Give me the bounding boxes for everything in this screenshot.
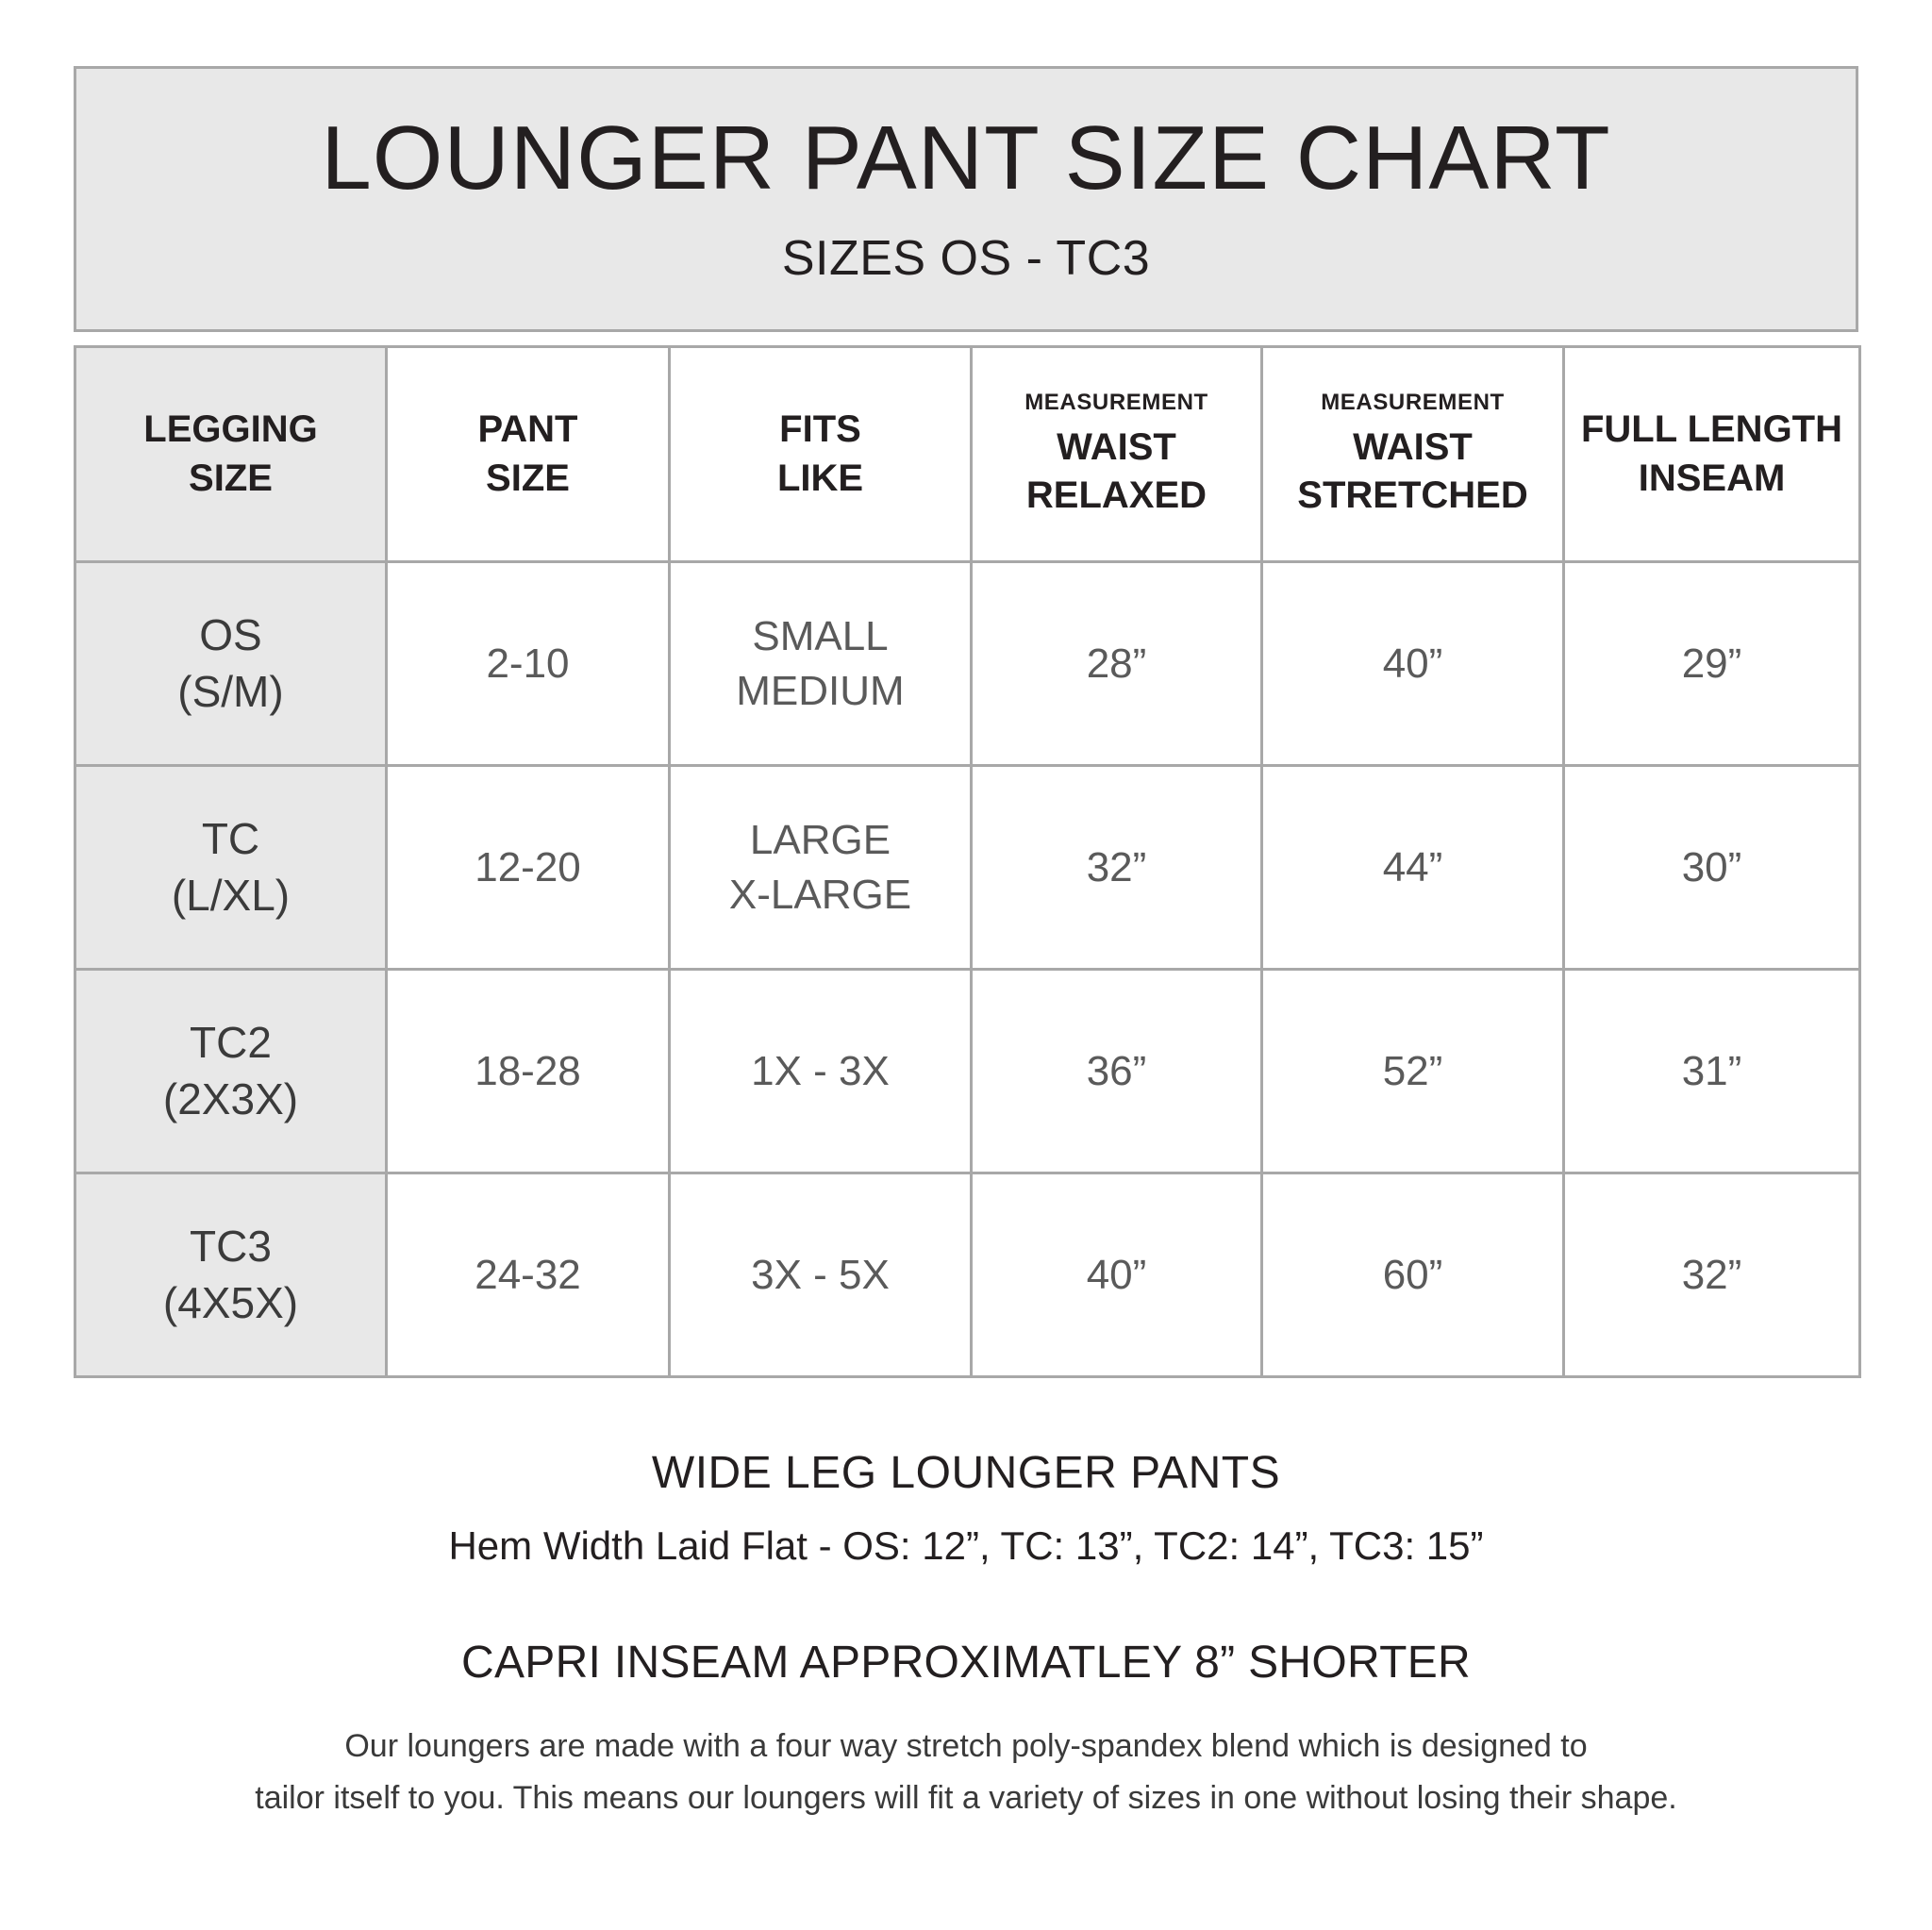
column-header-line2: INSEAM	[1638, 457, 1786, 499]
cell-pant-size: 24-32	[387, 1173, 670, 1377]
page-title: LOUNGER PANT SIZE CHART	[321, 107, 1611, 208]
column-header-line1: FITS	[779, 408, 861, 451]
cell-fits-like	[670, 766, 972, 970]
legging-size-line1: TC3	[190, 1221, 272, 1271]
table-row	[75, 766, 1860, 970]
cell-legging-size	[75, 562, 387, 766]
column-header-line1: LEGGING	[143, 408, 318, 451]
column-header-waist-relaxed	[972, 347, 1262, 562]
measurement-eyebrow: MEASUREMENT	[1321, 389, 1505, 415]
column-header-legging-size	[75, 347, 387, 562]
table-header-row	[75, 347, 1860, 562]
cell-fits-like	[670, 970, 972, 1173]
column-header-fits-like	[670, 347, 972, 562]
cell-fits-like	[670, 562, 972, 766]
cell-full-length-inseam: 29”	[1564, 562, 1860, 766]
cell-waist-stretched: 40”	[1262, 562, 1564, 766]
table-row	[75, 562, 1860, 766]
fabric-description	[0, 1721, 1932, 1824]
hem-width-note: Hem Width Laid Flat - OS: 12”, TC: 13”, TC2: 14”, TC3: 15”	[448, 1523, 1484, 1568]
cell-pant-size: 12-20	[387, 766, 670, 970]
legging-size-line2: (4X5X)	[162, 1277, 299, 1327]
size-table-wrapper	[74, 345, 1858, 1378]
cell-pant-size: 18-28	[387, 970, 670, 1173]
page-subtitle: SIZES OS - TC3	[781, 231, 1151, 287]
cell-legging-size	[75, 766, 387, 970]
capri-inseam-note: CAPRI INSEAM APPROXIMATLEY 8” SHORTER	[460, 1638, 1472, 1688]
cell-waist-relaxed: 28”	[972, 562, 1262, 766]
column-header-waist-stretched	[1262, 347, 1564, 562]
column-header-line1: WAIST	[1353, 425, 1473, 468]
fits-like-line1: SMALL	[752, 613, 889, 660]
footer-notes	[0, 1447, 1932, 1824]
column-header-line2: STRETCHED	[1297, 474, 1528, 516]
cell-fits-like	[670, 1173, 972, 1377]
measurement-eyebrow: MEASUREMENT	[1024, 389, 1208, 415]
column-header-line2: LIKE	[776, 457, 864, 499]
cell-pant-size: 2-10	[387, 562, 670, 766]
cell-full-length-inseam: 32”	[1564, 1173, 1860, 1377]
size-chart-table	[74, 345, 1861, 1378]
column-header-line1: WAIST	[1057, 425, 1176, 468]
cell-full-length-inseam: 30”	[1564, 766, 1860, 970]
cell-waist-relaxed: 32”	[972, 766, 1262, 970]
column-header-pant-size	[387, 347, 670, 562]
table-header	[75, 347, 1860, 562]
column-header-line2: SIZE	[486, 457, 570, 499]
fits-like-line2: X-LARGE	[728, 871, 912, 918]
cell-waist-relaxed: 40”	[972, 1173, 1262, 1377]
column-header-full-length-inseam	[1564, 347, 1860, 562]
cell-waist-relaxed: 36”	[972, 970, 1262, 1173]
cell-waist-stretched: 52”	[1262, 970, 1564, 1173]
legging-size-line2: (L/XL)	[171, 870, 291, 920]
cell-waist-stretched: 60”	[1262, 1173, 1564, 1377]
fits-like-line1: 3X - 5X	[751, 1251, 890, 1298]
title-band	[74, 66, 1858, 332]
column-header-line1: PANT	[477, 408, 578, 451]
table-body	[75, 562, 1860, 1377]
legging-size-line1: TC	[201, 813, 260, 863]
fabric-description-line2: tailor itself to you. This means our loungers will fit a variety of sizes in one without losing their shape.	[255, 1780, 1677, 1817]
cell-legging-size	[75, 970, 387, 1173]
legging-size-line1: OS	[199, 609, 262, 659]
cell-full-length-inseam: 31”	[1564, 970, 1860, 1173]
fabric-description-line1: Our loungers are made with a four way stretch poly-spandex blend which is designed to	[344, 1728, 1588, 1764]
fits-like-line1: LARGE	[749, 817, 891, 864]
cell-legging-size	[75, 1173, 387, 1377]
table-row	[75, 1173, 1860, 1377]
fits-like-line1: 1X - 3X	[751, 1047, 890, 1094]
wide-leg-heading: WIDE LEG LOUNGER PANTS	[651, 1448, 1281, 1498]
legging-size-line2: (2X3X)	[162, 1073, 299, 1123]
table-row	[75, 970, 1860, 1173]
column-header-line2: SIZE	[189, 457, 273, 499]
legging-size-line2: (S/M)	[177, 666, 284, 716]
column-header-line1: FULL LENGTH	[1580, 408, 1842, 451]
cell-waist-stretched: 44”	[1262, 766, 1564, 970]
column-header-line2: RELAXED	[1025, 474, 1208, 516]
fits-like-line2: MEDIUM	[736, 667, 905, 714]
legging-size-line1: TC2	[190, 1017, 272, 1067]
